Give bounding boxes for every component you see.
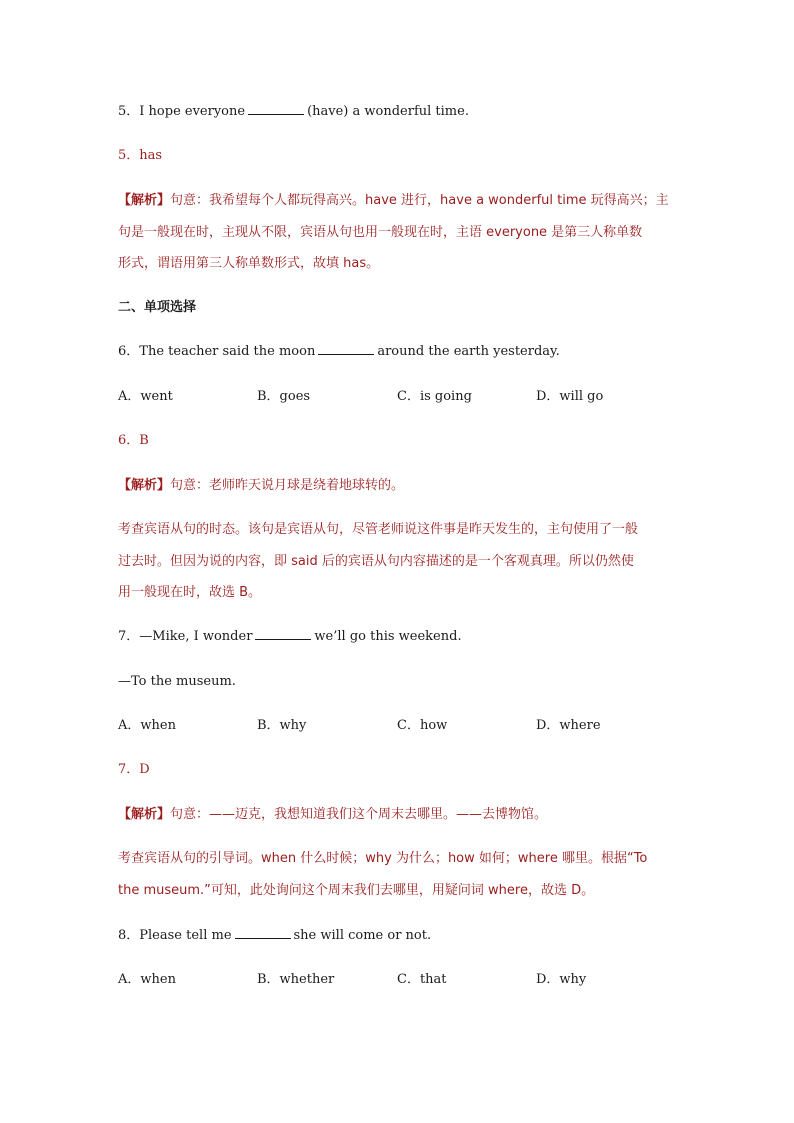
question-7: [118, 627, 678, 647]
analysis-5-line-1: [118, 191, 678, 211]
question-number: 6．: [118, 344, 140, 359]
analysis-5-line-2: 句是一般现在时，主现从不限，宾语从句也用一般现在时，主语 everyone 是第三人称单数: [118, 225, 643, 240]
option-b: B．goes: [257, 389, 311, 404]
question-6: [118, 342, 678, 362]
option-c: C．is going: [397, 389, 472, 404]
explanation-6-line-3: 用一般现在时，故选 B。: [118, 585, 262, 600]
question-text-before: The teacher said the moon: [139, 344, 316, 359]
section-title: 二、单项选择: [118, 300, 197, 315]
explanation-6-line-1: 考查宾语从句的时态。该句是宾语从句，尽管老师说这件事是昨天发生的，主句使用了一般: [118, 522, 639, 537]
option-a: A．when: [118, 718, 176, 733]
question-text-after: around the earth yesterday.: [377, 344, 560, 359]
answer-5: 5．has: [118, 148, 163, 163]
answer-blank: [248, 102, 304, 115]
question-text-after: (have) a wonderful time.: [307, 104, 469, 119]
option-a: A．went: [118, 389, 173, 404]
question-5: [118, 102, 678, 122]
analysis-text: 句意：老师昨天说月球是绕着地球转的。: [170, 478, 405, 493]
analysis-tag: 【解析】: [118, 478, 171, 493]
question-8: [118, 926, 678, 946]
answer-blank: [318, 342, 374, 355]
explanation-7-line-1: 考查宾语从句的引导词。when 什么时候；why 为什么；how 如何；where 哪里。根据“To: [118, 851, 648, 866]
analysis-text: 句意：——迈克，我想知道我们这个周末去哪里。——去博物馆。: [170, 807, 548, 822]
explanation-7-line-2: the museum.”可知，此处询问这个周末我们去哪里，用疑问词 where，故选 D。: [118, 883, 595, 898]
option-d: D．why: [536, 972, 587, 987]
option-c: C．how: [397, 718, 448, 733]
analysis-6-head: [118, 476, 678, 496]
option-c: C．that: [397, 972, 447, 987]
question-text-before: —Mike, I wonder: [139, 629, 253, 644]
option-b: B．whether: [257, 972, 335, 987]
question-number: 7．: [118, 629, 140, 644]
analysis-tag: 【解析】: [118, 193, 171, 208]
answer-blank: [235, 926, 291, 939]
question-number: 8．: [118, 928, 140, 943]
option-d: D．where: [536, 718, 601, 733]
option-d: D．will go: [536, 389, 604, 404]
analysis-7-head: [118, 805, 678, 825]
answer-6: 6．B: [118, 433, 149, 448]
question-text-before: Please tell me: [139, 928, 232, 943]
analysis-5-line-3: 形式，谓语用第三人称单数形式，故填 has。: [118, 256, 380, 271]
question-text-after: we’ll go this weekend.: [314, 629, 462, 644]
question-7-reply: —To the museum.: [118, 674, 236, 689]
option-b: B．why: [257, 718, 307, 733]
question-text-after: she will come or not.: [293, 928, 432, 943]
question-text-before: I hope everyone: [139, 104, 246, 119]
option-a: A．when: [118, 972, 176, 987]
answer-blank: [255, 627, 311, 640]
analysis-text: 句意：我希望每个人都玩得高兴。have 进行，have a wonderful time 玩得高兴；主: [170, 193, 669, 208]
answer-7: 7．D: [118, 762, 150, 777]
analysis-tag: 【解析】: [118, 807, 171, 822]
explanation-6-line-2: 过去时。但因为说的内容，即 said 后的宾语从句内容描述的是一个客观真理。所以仍然使: [118, 554, 634, 569]
question-number: 5．: [118, 104, 140, 119]
